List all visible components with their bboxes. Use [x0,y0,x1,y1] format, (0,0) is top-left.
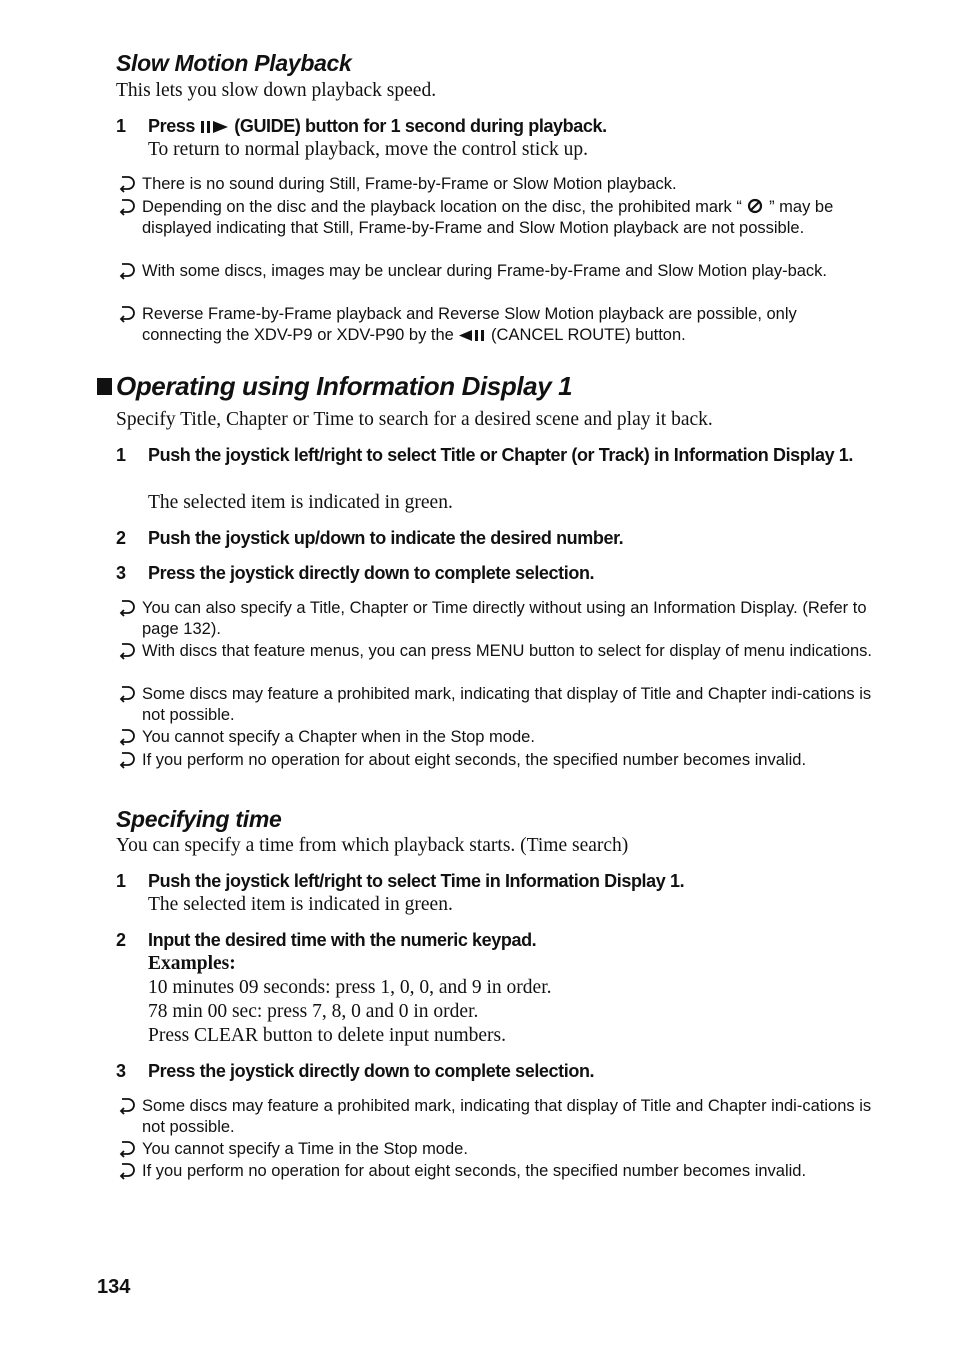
step-text: Push the joystick up/down to indicate the desired number. [148,528,624,548]
note-item [116,197,878,238]
step-number: 3 [116,1061,126,1081]
heading-text: Operating using Information Display 1 [116,371,573,401]
note-arrow-icon [116,727,138,747]
prohibited-mark-icon [746,198,764,214]
step-detail: The selected item is indicated in green. [148,492,453,513]
note-arrow-icon [116,641,138,661]
section-heading-specifying-time: Specifying time [116,806,282,832]
step-text: (GUIDE) button for 1 second during playback. [234,116,607,136]
note-item [116,684,878,725]
note-text: You can also specify a Title, Chapter or Time directly without using an Information Display. (Refer to page 132). [142,599,867,638]
note-text: There is no sound during Still, Frame-by-Frame or Slow Motion playback. [142,175,677,193]
note-text: With some discs, images may be unclear during Frame-by-Frame and Slow Motion play-back. [142,262,828,280]
step-number: 1 [116,871,126,891]
note-arrow-icon [116,1139,138,1159]
step-text: Press the joystick directly down to complete selection. [148,1061,595,1081]
note-item [116,1139,878,1160]
step-1 [116,443,872,467]
note-text: Some discs may feature a prohibited mark, indicating that display of Title and Chapter indi-cations is not possible. [142,1097,872,1136]
note-arrow-icon [116,304,138,324]
note-arrow-icon [116,750,138,770]
note-item [116,174,878,195]
step-number: 2 [116,528,126,548]
note-text: ” may be displayed indicating that Still, Frame-by-Frame and Slow Motion playback are not possible. [142,198,834,237]
note-text: With discs that feature menus, you can press MENU button to select for display of menu indications. [142,642,873,660]
note-item [116,750,878,771]
examples-label: Examples: [148,953,236,974]
step-text: Press the joystick directly down to complete selection. [148,563,595,583]
note-item [116,261,878,282]
step-detail: The selected item is indicated in green. [148,894,453,915]
note-item [116,641,878,662]
example-line: 78 min 00 sec: press 7, 8, 0 and 0 in order. [148,1001,479,1022]
note-text: If you perform no operation for about eight seconds, the specified number becomes invalid. [142,751,807,769]
reverse-slow-play-icon [458,329,486,342]
note-item [116,1096,878,1137]
note-arrow-icon [116,1096,138,1116]
step-2 [116,526,872,550]
note-text: You cannot specify a Chapter when in the Stop mode. [142,728,535,746]
note-arrow-icon [116,598,138,618]
step-1 [116,114,872,138]
step-number: 2 [116,930,126,950]
note-item [116,304,878,345]
section-intro: This lets you slow down playback speed. [116,80,437,101]
note-text: If you perform no operation for about eight seconds, the specified number becomes invalid. [142,1162,807,1180]
note-text: Reverse Frame-by-Frame playback and Reverse Slow Motion playback are possible, only connecting the XDV-P9 or XDV-P90 by the [142,305,797,344]
note-arrow-icon [116,174,138,194]
note-item [116,598,878,639]
step-text: Push the joystick left/right to select Title or Chapter (or Track) in Information Display 1. [148,445,854,465]
note-text: Some discs may feature a prohibited mark, indicating that display of Title and Chapter indi-cations is not possible. [142,685,872,724]
step-text: Press [148,116,196,136]
section-heading-information-display [97,371,572,402]
example-line: Press CLEAR button to delete input numbers. [148,1025,507,1046]
slow-play-icon [200,120,230,134]
step-3 [116,1059,872,1083]
heading-square-icon [97,378,112,395]
step-text: Push the joystick left/right to select Time in Information Display 1. [148,871,685,891]
note-text: Depending on the disc and the playback location on the disc, the prohibited mark “ [142,198,742,216]
step-number: 1 [116,445,126,465]
section-heading-slow-motion: Slow Motion Playback [116,50,352,76]
note-item [116,727,878,748]
example-line: 10 minutes 09 seconds: press 1, 0, 0, and 9 in order. [148,977,552,998]
note-arrow-icon [116,684,138,704]
note-arrow-icon [116,1161,138,1181]
step-1 [116,869,872,893]
step-number: 1 [116,116,126,136]
note-text: (CANCEL ROUTE) button. [491,325,686,344]
section-intro: Specify Title, Chapter or Time to search for a desired scene and play it back. [116,409,713,430]
page-number: 134 [97,1276,131,1298]
note-arrow-icon [116,261,138,281]
step-text: Input the desired time with the numeric keypad. [148,930,537,950]
step-detail: To return to normal playback, move the control stick up. [148,139,588,160]
note-text: You cannot specify a Time in the Stop mode. [142,1140,468,1158]
step-2 [116,928,872,952]
section-intro: You can specify a time from which playback starts. (Time search) [116,835,629,856]
note-item [116,1161,878,1182]
step-3 [116,561,872,585]
note-arrow-icon [116,197,138,217]
step-number: 3 [116,563,126,583]
